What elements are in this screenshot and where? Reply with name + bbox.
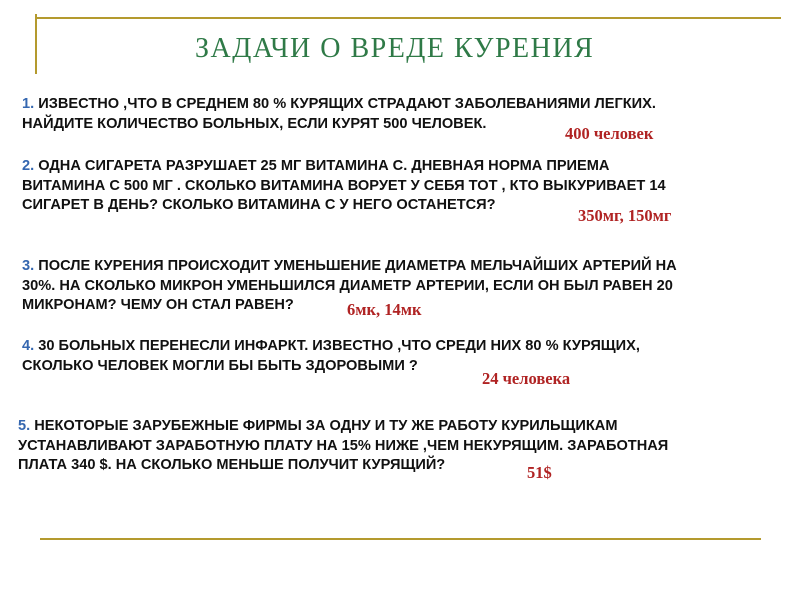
- task-1: [22, 95, 656, 134]
- task-1-number: 1.: [22, 96, 35, 112]
- task-5-text: НЕКОТОРЫЕ ЗАРУБЕЖНЫЕ ФИРМЫ ЗА ОДНУ И ТУ ЖЕ РАБОТУ КУРИЛЬЩИКАМ: [34, 418, 618, 434]
- task-2-line-2: ВИТАМИНА С 500 МГ . СКОЛЬКО ВИТАМИНА ВОРУЕТ У СЕБЯ ТОТ , КТО ВЫКУРИВАЕТ 14: [22, 177, 666, 194]
- task-4-line-1: [22, 337, 640, 357]
- task-5-line-3: ПЛАТА 340 $. НА СКОЛЬКО МЕНЬШЕ ПОЛУЧИТ КУРЯЩИЙ?: [18, 457, 446, 473]
- task-3-number: 3.: [22, 258, 35, 274]
- task-2-number: 2.: [22, 158, 35, 174]
- task-5-number: 5.: [18, 418, 31, 434]
- task-4-line-2: СКОЛЬКО ЧЕЛОВЕК МОГЛИ БЫ БЫТЬ ЗДОРОВЫМИ ?: [22, 357, 418, 374]
- task-3-line-3: МИКРОНАМ? ЧЕМУ ОН СТАЛ РАВЕН?: [22, 297, 294, 313]
- task-2-line-3: СИГАРЕТ В ДЕНЬ? СКОЛЬКО ВИТАМИНА С У НЕГО ОСТАНЕТСЯ?: [22, 197, 496, 213]
- task-2-answer: 350мг, 150мг: [578, 206, 672, 225]
- task-5-answer: 51$: [527, 463, 552, 482]
- task-3-line-1: [22, 257, 677, 277]
- task-1-answer: 400 человек: [565, 124, 654, 143]
- task-4-text: 30 БОЛЬНЫХ ПЕРЕНЕСЛИ ИНФАРКТ. ИЗВЕСТНО ,ЧТО СРЕДИ НИХ 80 % КУРЯЩИХ,: [38, 338, 640, 354]
- task-4-answer: 24 человека: [482, 369, 571, 388]
- task-4-number: 4.: [22, 338, 35, 354]
- task-3-answer: 6мк, 14мк: [347, 300, 422, 319]
- decorative-bottom-rule: [40, 538, 761, 540]
- task-3-text: ПОСЛЕ КУРЕНИЯ ПРОИСХОДИТ УМЕНЬШЕНИЕ ДИАМЕТРА МЕЛЬЧАЙШИХ АРТЕРИЙ НА: [38, 258, 677, 274]
- task-5-line-1: [18, 417, 668, 437]
- task-1-text: ИЗВЕСТНО ,ЧТО В СРЕДНЕМ 80 % КУРЯЩИХ СТРАДАЮТ ЗАБОЛЕВАНИЯМИ ЛЕГКИХ.: [38, 96, 656, 112]
- task-2-line-1: [22, 157, 666, 177]
- task-5-line-2: УСТАНАВЛИВАЮТ ЗАРАБОТНУЮ ПЛАТУ НА 15% НИЖЕ ,ЧЕМ НЕКУРЯЩИМ. ЗАРАБОТНАЯ: [18, 437, 669, 454]
- task-5: [18, 417, 668, 476]
- task-2: [22, 157, 666, 216]
- task-1-line-2: НАЙДИТЕ КОЛИЧЕСТВО БОЛЬНЫХ, ЕСЛИ КУРЯТ 500 ЧЕЛОВЕК.: [22, 115, 487, 132]
- slide-title: ЗАДАЧИ О ВРЕДЕ КУРЕНИЯ: [195, 33, 595, 64]
- decorative-vertical-rule: [35, 14, 37, 74]
- task-2-text: ОДНА СИГАРЕТА РАЗРУШАЕТ 25 МГ ВИТАМИНА С. ДНЕВНАЯ НОРМА ПРИЕМА: [38, 158, 610, 174]
- decorative-top-rule: [35, 17, 781, 19]
- task-3-line-2: 30%. НА СКОЛЬКО МИКРОН УМЕНЬШИЛСЯ ДИАМЕТР АРТЕРИИ, ЕСЛИ ОН БЫЛ РАВЕН 20: [22, 277, 673, 294]
- task-1-line-1: [22, 95, 656, 115]
